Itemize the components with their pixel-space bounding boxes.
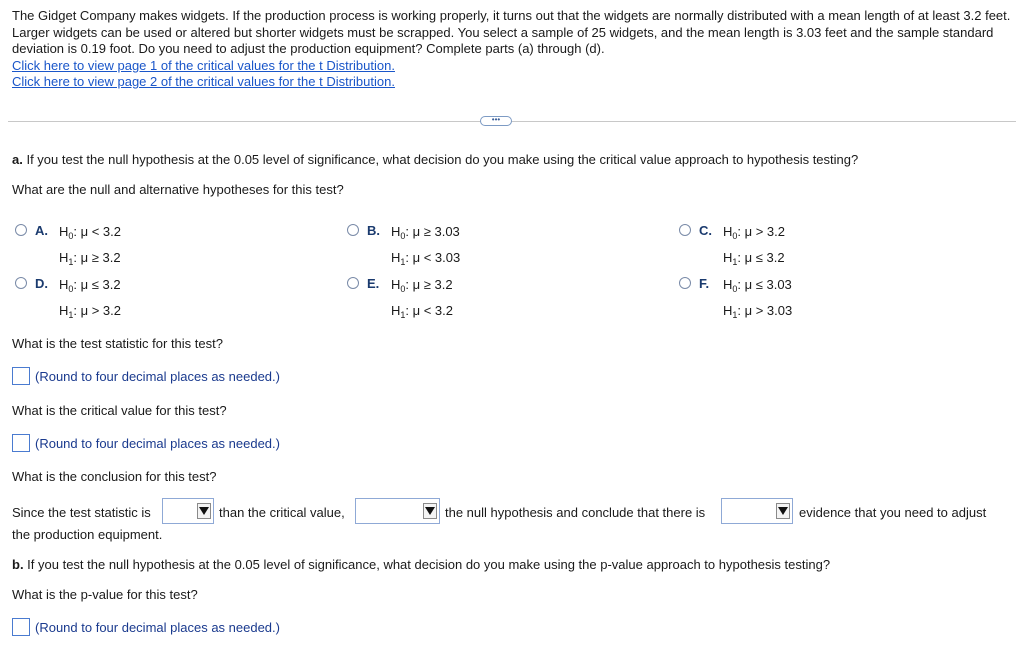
h0-text: : μ ≤ 3.03	[737, 277, 792, 292]
critical-value-input[interactable]	[12, 434, 30, 452]
part-a-label: a.	[12, 152, 23, 167]
part-a-question	[12, 152, 858, 167]
h1-text: : μ < 3.2	[405, 303, 454, 318]
h0-text: : μ > 3.2	[737, 224, 786, 239]
option-c-hypotheses: $H_0$: μ > 3.2 $H_1$: μ ≤ 3.2	[723, 224, 786, 267]
pvalue-question: What is the p-value for this test?	[12, 587, 198, 602]
pvalue-row	[12, 618, 280, 636]
hypotheses-question: What are the null and alternative hypotheses for this test?	[12, 182, 344, 197]
option-e[interactable]	[347, 274, 453, 326]
pvalue-input[interactable]	[12, 618, 30, 636]
comparison-dropdown[interactable]	[162, 498, 214, 524]
part-b-question	[12, 557, 830, 572]
option-f-hypotheses: $H_0$: μ ≤ 3.03 $H_1$: μ > 3.03	[723, 277, 793, 320]
sentence-part5: the production equipment.	[12, 527, 163, 542]
chevron-down-icon	[423, 503, 437, 519]
option-letter: B.	[367, 223, 380, 238]
t-table-page1-link[interactable]: Click here to view page 1 of the critical values for the t Distribution.	[12, 57, 395, 73]
option-c[interactable]	[679, 221, 785, 273]
round-hint: (Round to four decimal places as needed.)	[35, 368, 280, 384]
option-d-radio[interactable]	[15, 277, 27, 289]
option-b-hypotheses: $H_0$: μ ≥ 3.03 $H_1$: μ < 3.03	[391, 224, 461, 267]
chevron-down-icon	[776, 503, 790, 519]
option-f-radio[interactable]	[679, 277, 691, 289]
option-f[interactable]	[679, 274, 792, 326]
h0-text: : μ ≥ 3.2	[405, 277, 453, 292]
decision-dropdown[interactable]	[355, 498, 440, 524]
critical-value-question: What is the critical value for this test?	[12, 403, 227, 418]
h0-text: : μ ≥ 3.03	[405, 224, 460, 239]
critical-value-row	[12, 434, 280, 452]
option-letter: F.	[699, 276, 710, 291]
evidence-dropdown[interactable]	[721, 498, 793, 524]
option-d[interactable]	[15, 274, 121, 326]
sentence-part2: than the critical value,	[219, 505, 345, 520]
option-e-hypotheses: $H_0$: μ ≥ 3.2 $H_1$: μ < 3.2	[391, 277, 454, 320]
option-a-hypotheses: $H_0$: μ < 3.2 $H_1$: μ ≥ 3.2	[59, 224, 122, 267]
h0-text: : μ < 3.2	[73, 224, 122, 239]
conclusion-question: What is the conclusion for this test?	[12, 469, 217, 484]
part-b-text: If you test the null hypothesis at the 0.05 level of significance, what decision do you make using the p-value approach to hypothesis testing?	[23, 557, 831, 572]
option-c-radio[interactable]	[679, 224, 691, 236]
sentence-part3: the null hypothesis and conclude that there is	[445, 505, 706, 520]
option-b[interactable]	[347, 221, 460, 273]
option-e-radio[interactable]	[347, 277, 359, 289]
h1-text: : μ > 3.03	[737, 303, 793, 318]
sentence-part1: Since the test statistic is	[12, 505, 151, 520]
option-a-radio[interactable]	[15, 224, 27, 236]
option-b-radio[interactable]	[347, 224, 359, 236]
section-divider	[8, 121, 1016, 122]
part-a-text: If you test the null hypothesis at the 0.05 level of significance, what decision do you make using the critical value approach to hypothesis testing?	[22, 152, 859, 167]
problem-statement	[12, 8, 1012, 91]
sentence-part4: evidence that you need to adjust	[799, 505, 987, 520]
option-letter: E.	[367, 276, 380, 291]
round-hint: (Round to four decimal places as needed.)	[35, 619, 280, 635]
test-statistic-input[interactable]	[12, 367, 30, 385]
option-letter: D.	[35, 276, 48, 291]
t-table-page2-link[interactable]: Click here to view page 2 of the critical values for the t Distribution.	[12, 74, 395, 89]
h1-text: : μ ≤ 3.2	[737, 250, 785, 265]
problem-text: The Gidget Company makes widgets. If the production process is working properly, it turns out that the widgets are normally distributed with a mean length of at least 3.2 feet. Larger widgets can be used or altered but shorter widgets must be scrapped. You select a sample of 25 widgets, and the mean length is 3.03 feet and the sample standard deviation is 0.19 foot. Do you need to adjust the production equipment? Complete parts (a) through (d).	[12, 8, 1011, 56]
h1-text: : μ < 3.03	[405, 250, 461, 265]
option-d-hypotheses: $H_0$: μ ≤ 3.2 $H_1$: μ > 3.2	[59, 277, 122, 320]
h0-text: : μ ≤ 3.2	[73, 277, 121, 292]
option-letter: C.	[699, 223, 712, 238]
round-hint: (Round to four decimal places as needed.)	[35, 435, 280, 451]
test-statistic-question: What is the test statistic for this test?	[12, 336, 223, 351]
test-statistic-row	[12, 367, 280, 385]
expand-more-button[interactable]: •••	[480, 116, 512, 126]
option-a[interactable]	[15, 221, 121, 273]
chevron-down-icon	[197, 503, 211, 519]
h1-text: : μ ≥ 3.2	[73, 250, 121, 265]
h1-text: : μ > 3.2	[73, 303, 122, 318]
part-b-label: b.	[12, 557, 24, 572]
option-letter: A.	[35, 223, 48, 238]
